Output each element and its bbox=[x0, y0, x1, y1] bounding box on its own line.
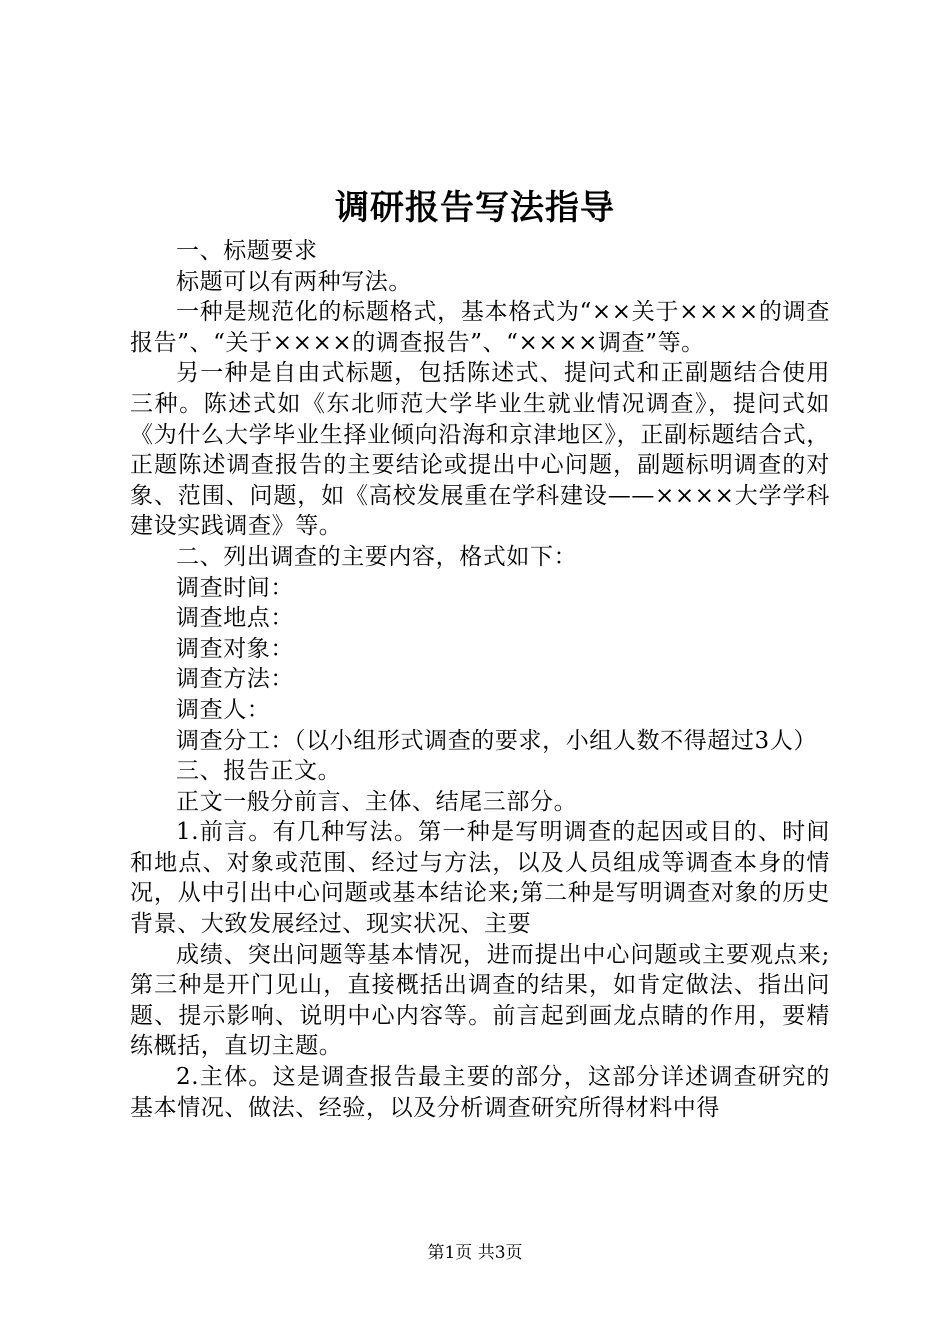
paragraph: 正文一般分前言、主体、结尾三部分。 bbox=[176, 788, 578, 815]
field-survey-method: 调查方法： bbox=[176, 666, 294, 693]
field-survey-time: 调查时间： bbox=[176, 574, 294, 601]
document-title: 调研报告写法指导 bbox=[335, 188, 615, 228]
field-survey-location: 调查地点： bbox=[176, 605, 294, 632]
document-body bbox=[130, 236, 830, 1123]
paragraph: 1.前言。有几种写法。第一种是写明调查的起因或目的、时间和地点、对象或范围、经过与方法，以及人员组成等调查本身的情况，从中引出中心问题或基本结论来;第二种是写明调查对象的历史背景、大致发展经过、现实状况、主要 bbox=[130, 819, 830, 938]
paragraph: 2.主体。这是调查报告最主要的部分，这部分详述调查研究的基本情况、做法、经验，以及分析调查研究所得材料中得 bbox=[130, 1064, 830, 1121]
paragraph: 标题可以有两种写法。 bbox=[176, 268, 412, 295]
field-survey-object: 调查对象： bbox=[176, 635, 294, 662]
page-number-footer: 第1页 共3页 bbox=[427, 1243, 523, 1263]
paragraph-heading-report-body: 三、报告正文。 bbox=[176, 758, 342, 785]
paragraph: 另一种是自由式标题，包括陈述式、提问式和正副题结合使用三种。陈述式如《东北师范大学毕业生就业情况调查》，提问式如《为什么大学毕业生择业倾向沿海和京津地区》，正副标题结合式，正题陈述调查报告的主要结论或提出中心问题，副题标明调查的对象、范围、问题，如《高校发展重在学科建设——××××大学学科建设实践调查》等。 bbox=[130, 360, 830, 540]
field-division-of-labor: 调查分工：（以小组形式调查的要求，小组人数不得超过3人） bbox=[176, 727, 817, 754]
paragraph-heading-title-requirements: 一、标题要求 bbox=[176, 238, 318, 264]
paragraph-heading-main-content: 二、列出调查的主要内容，格式如下： bbox=[176, 543, 578, 570]
paragraph: 一种是规范化的标题格式，基本格式为“××关于××××的调查报告”、“关于××××的调查报告”、“××××调查”等。 bbox=[130, 299, 830, 356]
field-surveyor: 调查人： bbox=[176, 696, 271, 723]
paragraph: 成绩、突出问题等基本情况，进而提出中心问题或主要观点来;第三种是开门见山，直接概括出调查的结果，如肯定做法、指出问题、提示影响、说明中心内容等。前言起到画龙点睛的作用，要精练概括，直切主题。 bbox=[130, 941, 830, 1060]
